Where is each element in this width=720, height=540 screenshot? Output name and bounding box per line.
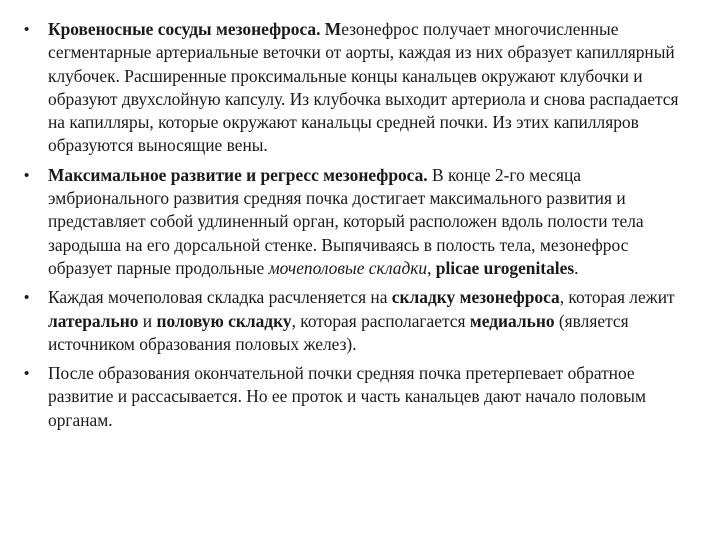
text-run: .	[574, 257, 579, 278]
bold-text: половую складку	[156, 310, 292, 331]
text-run: В конце 2-го месяца эмбрионального развития средняя почка достигает максимального развития и представляет собой удлиненный орган, который расположен вдоль полости тела зародыша на его дорсальной стенке. Выпячиваясь в полость тела, мезонефрос образует парные продольные	[48, 164, 644, 278]
bold-text: латерально	[48, 310, 139, 331]
bullet-item-urogenital-fold	[22, 286, 692, 356]
text-run: и	[138, 310, 157, 331]
bold-text: plicae urogenitales	[435, 257, 575, 278]
text-run: (является источником образования половых желез).	[48, 310, 629, 354]
text-run: , которая лежит	[559, 287, 675, 308]
bullet-item-blood-vessels	[22, 18, 692, 158]
italic-text: мочеполовые складки	[268, 257, 428, 278]
bold-text: Кровеносные сосуды мезонефроса. М	[48, 19, 342, 39]
text-run: После образования окончательной почки средняя почка претерпевает обратное развитие и рассасывается. Но ее проток и часть канальцев дают начало половым органам.	[48, 363, 646, 430]
bold-text: медиально	[469, 310, 555, 331]
bullet-marker: •	[24, 166, 30, 184]
text-run: , которая располагается	[291, 310, 470, 331]
text-run: езонефрос получает многочисленные сегментарные артериальные веточки от аорты, каждая из них образует капиллярный клубочек. Расширенные проксимальные концы канальцев окружают клубочки и образуют двухслойную капсулу. Из клубочка выходит артериола и снова распадается на капилляры, которые окружают канальцы средней почки. Из этих капилляров образуются выносящие вены.	[48, 19, 679, 156]
text-run: Каждая мочеполовая складка расчленяется на	[48, 287, 392, 308]
bold-text: складку мезонефроса	[391, 287, 560, 308]
text-run: ,	[427, 257, 436, 278]
slide-content	[22, 18, 692, 438]
bullet-marker: •	[24, 365, 30, 383]
bullet-item-final-kidney	[22, 362, 692, 432]
bullet-marker: •	[24, 21, 30, 38]
bullet-marker: •	[24, 289, 30, 307]
bullet-item-development-regress	[22, 164, 692, 280]
bold-text: Максимальное развитие и регресс мезонефроса.	[48, 164, 428, 185]
